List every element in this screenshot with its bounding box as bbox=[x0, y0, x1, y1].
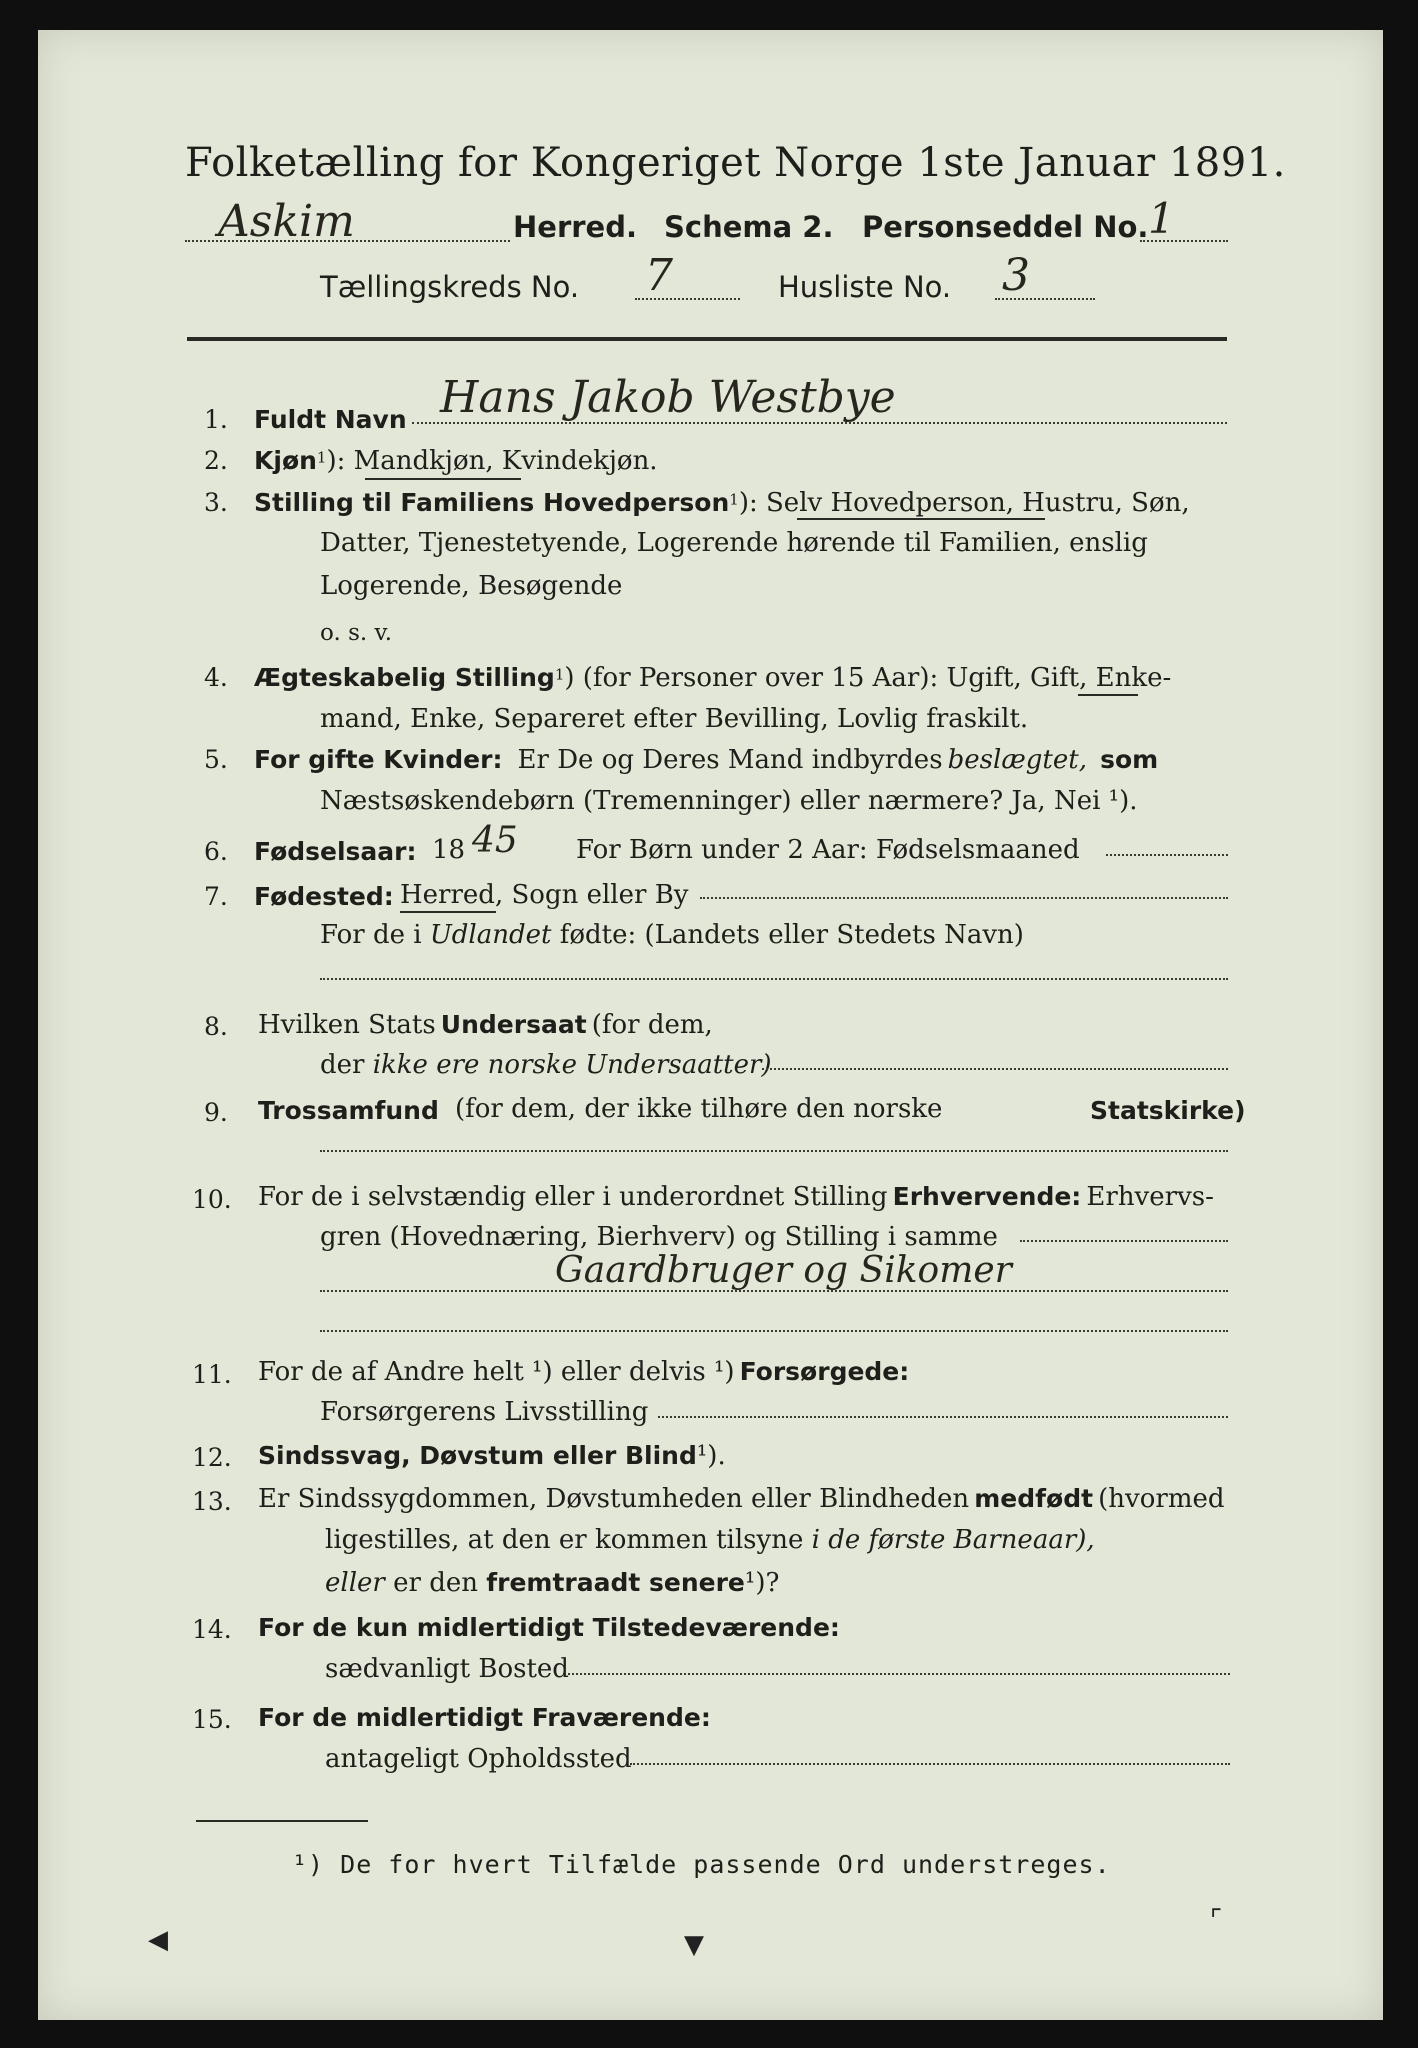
q7-number: 7. bbox=[204, 882, 228, 911]
q9-end: Statskirke) bbox=[1090, 1096, 1246, 1125]
q12-number: 12. bbox=[192, 1443, 232, 1472]
husliste-value: 3 bbox=[1002, 250, 1030, 301]
q10-row bbox=[258, 1182, 1214, 1212]
q3-options-2: Datter, Tjenestetyende, Logerende hørende til Familien, enslig bbox=[320, 528, 1148, 558]
q2-options: ): Mandkjøn, Kvindekjøn. bbox=[326, 446, 658, 476]
q8-text-3: der bbox=[320, 1050, 365, 1080]
q15-text: antageligt Opholdssted bbox=[325, 1744, 632, 1774]
corner-mark-center: ▼ bbox=[684, 1930, 704, 1960]
q13-number: 13. bbox=[192, 1487, 232, 1516]
q4-label: Ægteskabelig Stilling bbox=[254, 663, 555, 692]
q2-footnote-mark: 1 bbox=[316, 448, 327, 467]
q2-number: 2. bbox=[204, 446, 228, 475]
q4-number: 4. bbox=[204, 663, 228, 692]
q13-text-2: (hvormed bbox=[1098, 1484, 1225, 1514]
q12-end: ¹). bbox=[696, 1441, 726, 1471]
q13-text-bold-2: fremtraadt senere bbox=[486, 1568, 745, 1597]
q13-text-italic-2: eller bbox=[325, 1568, 385, 1598]
q13-text-italic: i de første Barneaar), bbox=[811, 1525, 1095, 1555]
q8-row-2 bbox=[320, 1050, 772, 1080]
q3-footnote-mark: 1 bbox=[729, 490, 739, 509]
form-title: Folketælling for Kongeriget Norge 1ste Januar 1891. bbox=[185, 140, 1286, 186]
q2-row bbox=[254, 446, 658, 476]
q10-occupation-value: Gaardbruger og Sikomer bbox=[555, 1250, 1012, 1291]
q8-text-italic: ikke ere norske Undersaatter) bbox=[372, 1050, 772, 1080]
q6-line bbox=[1106, 854, 1228, 856]
q7-options: Herred, Sogn eller By bbox=[400, 880, 689, 910]
corner-mark-left: ◀ bbox=[148, 1925, 168, 1955]
q10-line-3 bbox=[320, 1330, 1228, 1332]
q14-line bbox=[568, 1673, 1230, 1675]
q13-row bbox=[258, 1484, 1225, 1514]
q12-row bbox=[258, 1441, 726, 1471]
q10-line-1 bbox=[1020, 1240, 1228, 1242]
q7-line-2 bbox=[320, 978, 1228, 980]
q7-text-1: For de i bbox=[320, 920, 422, 950]
q3-row bbox=[254, 488, 1190, 518]
q4-underline bbox=[1078, 694, 1138, 696]
q13-row-2 bbox=[325, 1525, 1095, 1555]
q13-row-3 bbox=[325, 1568, 779, 1598]
personseddel-line bbox=[1140, 240, 1228, 242]
q8-line bbox=[762, 1068, 1228, 1070]
q9-line bbox=[320, 1150, 1228, 1152]
q6-prefix: 18 bbox=[432, 835, 466, 865]
q8-text-2: (for dem, bbox=[591, 1010, 713, 1040]
q7-text-italic: Udlandet bbox=[429, 920, 552, 950]
q8-text-bold: Undersaat bbox=[440, 1010, 587, 1039]
footnote-rule bbox=[196, 1820, 368, 1822]
q3-number: 3. bbox=[204, 488, 228, 517]
q1-number: 1. bbox=[204, 405, 228, 434]
q15-line bbox=[630, 1763, 1230, 1765]
q13-text-1: Er Sindssygdommen, Døvstumheden eller Blindheden bbox=[258, 1484, 970, 1514]
q6-number: 6. bbox=[204, 837, 228, 866]
q10-text-3: gren (Hovednæring, Bierhverv) og Stilling i samme bbox=[320, 1222, 998, 1252]
q5-label: For gifte Kvinder: bbox=[254, 745, 503, 774]
q7-text-2: fødte: (Landets eller Stedets Navn) bbox=[559, 920, 1024, 950]
personseddel-value: 1 bbox=[1148, 194, 1175, 243]
q8-text-1: Hvilken Stats bbox=[258, 1010, 436, 1040]
q13-text-bold: medfødt bbox=[974, 1484, 1094, 1513]
husliste-label: Husliste No. bbox=[778, 270, 952, 304]
q15-number: 15. bbox=[192, 1705, 232, 1734]
q12-label: Sindssvag, Døvstum eller Blind bbox=[258, 1441, 697, 1470]
q4-options-1: ) (for Personer over 15 Aar): Ugift, Gift, Enke- bbox=[564, 663, 1172, 693]
q4-footnote-mark: 1 bbox=[554, 665, 565, 684]
q7-label: Fødested: bbox=[254, 882, 394, 911]
q6-birthyear-value: 45 bbox=[472, 820, 518, 861]
q14-text: sædvanligt Bosted bbox=[325, 1654, 569, 1684]
q2-underline bbox=[365, 478, 521, 480]
q11-line bbox=[658, 1416, 1228, 1418]
q5-text-italic: beslægtet, bbox=[947, 745, 1087, 775]
q5-row bbox=[254, 745, 1158, 775]
q13-text-5: ¹)? bbox=[744, 1568, 780, 1598]
header-rule bbox=[187, 337, 1227, 341]
q6-text: For Børn under 2 Aar: Fødselsmaaned bbox=[576, 835, 1080, 865]
q7-line bbox=[700, 897, 1228, 899]
kreds-value: 7 bbox=[645, 250, 673, 301]
q13-text-3: ligestilles, at den er kommen tilsyne bbox=[325, 1525, 804, 1555]
q8-number: 8. bbox=[204, 1012, 228, 1041]
personseddel-label: Personseddel No. bbox=[862, 210, 1149, 244]
q9-label: Trossamfund bbox=[258, 1096, 439, 1125]
kreds-line bbox=[635, 298, 740, 300]
q10-text-bold: Erhvervende: bbox=[892, 1182, 1082, 1211]
q8-row bbox=[258, 1010, 713, 1040]
q15-label: For de midlertidigt Fraværende: bbox=[258, 1703, 711, 1732]
q4-options-2: mand, Enke, Separeret efter Bevilling, Lovlig fraskilt. bbox=[320, 704, 1029, 734]
herred-value: Askim bbox=[218, 196, 355, 247]
q1-label: Fuldt Navn bbox=[254, 405, 407, 434]
herred-label: Herred. bbox=[513, 210, 637, 244]
q5-options-2: Næstsøskendebørn (Tremenninger) eller nærmere? Ja, Nei ¹). bbox=[320, 786, 1138, 816]
q3-underline bbox=[797, 518, 1045, 520]
q9-number: 9. bbox=[204, 1098, 228, 1127]
q7-underline bbox=[400, 911, 496, 913]
schema-label: Schema 2. bbox=[664, 210, 834, 244]
herred-line bbox=[185, 240, 510, 242]
q5-text-end: som bbox=[1100, 745, 1159, 774]
q14-number: 14. bbox=[192, 1615, 232, 1644]
q11-text-2: Forsørgerens Livsstilling bbox=[320, 1397, 649, 1427]
q4-row bbox=[254, 663, 1171, 693]
footnote: ¹) De for hvert Tilfælde passende Ord understreges. bbox=[292, 1850, 1111, 1879]
q3-label: Stilling til Familiens Hovedperson bbox=[254, 488, 730, 517]
q11-number: 11. bbox=[192, 1360, 232, 1389]
q2-label: Kjøn bbox=[254, 446, 317, 475]
q7-row-2 bbox=[320, 920, 1024, 950]
q5-number: 5. bbox=[204, 745, 228, 774]
q3-options-1: ): Selv Hovedperson, Hustru, Søn, bbox=[738, 488, 1190, 518]
q10-number: 10. bbox=[192, 1185, 232, 1214]
q11-text-bold: Forsørgede: bbox=[739, 1357, 910, 1386]
husliste-line bbox=[995, 298, 1095, 300]
q10-text-2: Erhvervs- bbox=[1086, 1182, 1214, 1212]
q5-text-1: Er De og Deres Mand indbyrdes bbox=[517, 745, 943, 775]
q1-name-value: Hans Jakob Westbye bbox=[440, 372, 896, 423]
q10-text-1: For de i selvstændig eller i underordnet Stilling bbox=[258, 1182, 888, 1212]
q10-line-2 bbox=[320, 1290, 1228, 1292]
corner-mark-right: ⌜ bbox=[1210, 1905, 1223, 1935]
q3-options-3: Logerende, Besøgende bbox=[320, 571, 623, 601]
q9-text: (for dem, der ikke tilhøre den norske bbox=[455, 1094, 943, 1124]
kreds-label: Tællingskreds No. bbox=[320, 270, 580, 304]
q11-text-1: For de af Andre helt ¹) eller delvis ¹) bbox=[258, 1357, 735, 1387]
q6-label: Fødselsaar: bbox=[254, 837, 417, 866]
q3-options-4: o. s. v. bbox=[320, 620, 393, 646]
q11-row bbox=[258, 1357, 909, 1387]
q13-text-4: er den bbox=[393, 1568, 478, 1598]
q14-label: For de kun midlertidigt Tilstedeværende: bbox=[258, 1613, 840, 1642]
